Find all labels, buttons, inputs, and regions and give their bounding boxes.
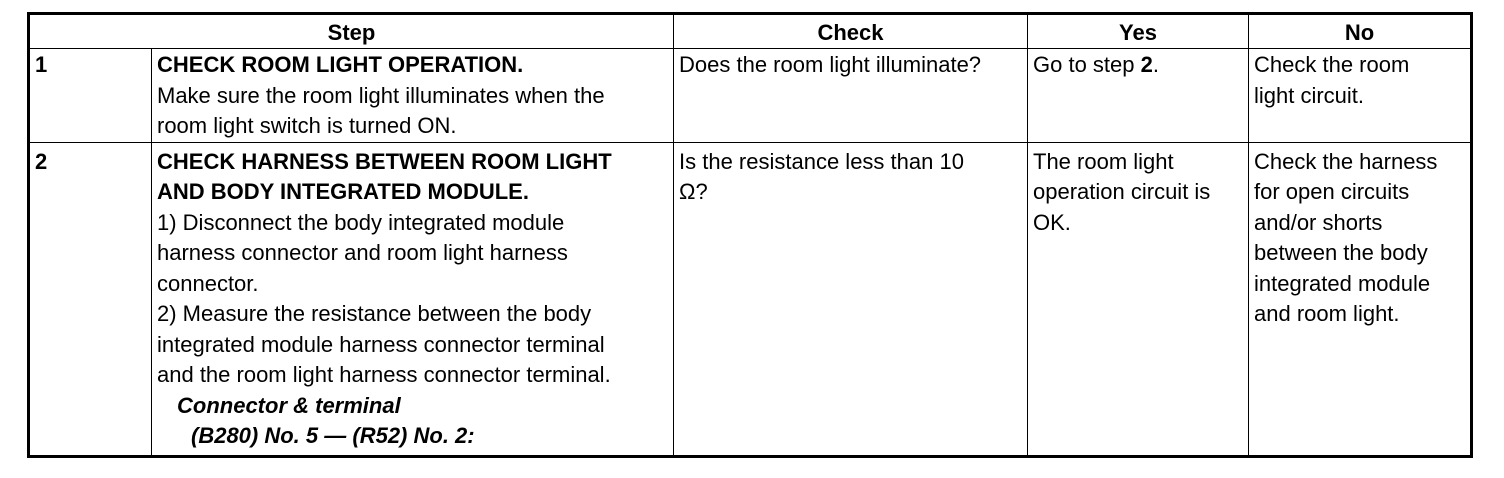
no-text: and room light. [1254, 301, 1400, 326]
yes-text: The room light [1033, 148, 1174, 174]
step-text: room light switch is turned ON. [157, 113, 457, 138]
header-no: No [1249, 14, 1472, 49]
step-text: and the room light harness connector terminal. [157, 362, 611, 387]
check-text: Is the resistance less than 10 [679, 148, 964, 174]
no-text: and/or shorts [1254, 209, 1383, 235]
no-cell [1249, 142, 1472, 456]
yes-text: Go to step [1033, 52, 1141, 77]
step-description [152, 142, 674, 456]
table-row [29, 142, 1472, 456]
diagnostic-table [27, 12, 1473, 458]
no-text: light circuit. [1254, 82, 1365, 108]
step-text: Make sure the room light illuminates when the [157, 82, 605, 108]
yes-text: operation circuit is [1033, 179, 1211, 204]
step-title: AND BODY INTEGRATED MODULE. [157, 179, 529, 204]
table-row [29, 49, 1472, 143]
step-title: CHECK ROOM LIGHT OPERATION. [157, 52, 524, 77]
check-text: Does the room light illuminate? [679, 52, 982, 77]
step-number: 2 [29, 142, 152, 456]
yes-cell [1028, 142, 1249, 456]
yes-text-suffix: . [1152, 52, 1159, 77]
yes-cell [1028, 49, 1249, 143]
check-cell [674, 49, 1028, 143]
no-text: between the body [1254, 240, 1428, 265]
step-text: connector. [157, 270, 259, 296]
step-text: 1) Disconnect the body integrated module [157, 209, 565, 235]
table-header-row [29, 14, 1472, 49]
connector-value: (B280) No. 5 — (R52) No. 2: [191, 423, 475, 448]
step-text: integrated module harness connector terminal [157, 331, 605, 357]
connector-label: Connector & terminal [177, 392, 401, 418]
check-text: Ω? [679, 179, 708, 204]
no-cell [1249, 49, 1472, 143]
check-cell [674, 142, 1028, 456]
step-number: 1 [29, 49, 152, 143]
no-text: Check the room [1254, 52, 1410, 77]
yes-text: OK. [1033, 209, 1071, 235]
step-description [152, 49, 674, 143]
no-text: for open circuits [1254, 179, 1410, 204]
header-step: Step [29, 14, 674, 49]
step-text: 2) Measure the resistance between the body [157, 301, 592, 326]
header-check: Check [674, 14, 1028, 49]
no-text: integrated module [1254, 270, 1431, 296]
yes-step-number: 2 [1140, 52, 1153, 77]
step-title: CHECK HARNESS BETWEEN ROOM LIGHT [157, 148, 612, 174]
step-text: harness connector and room light harness [157, 240, 568, 265]
header-yes: Yes [1028, 14, 1249, 49]
no-text: Check the harness [1254, 148, 1438, 174]
